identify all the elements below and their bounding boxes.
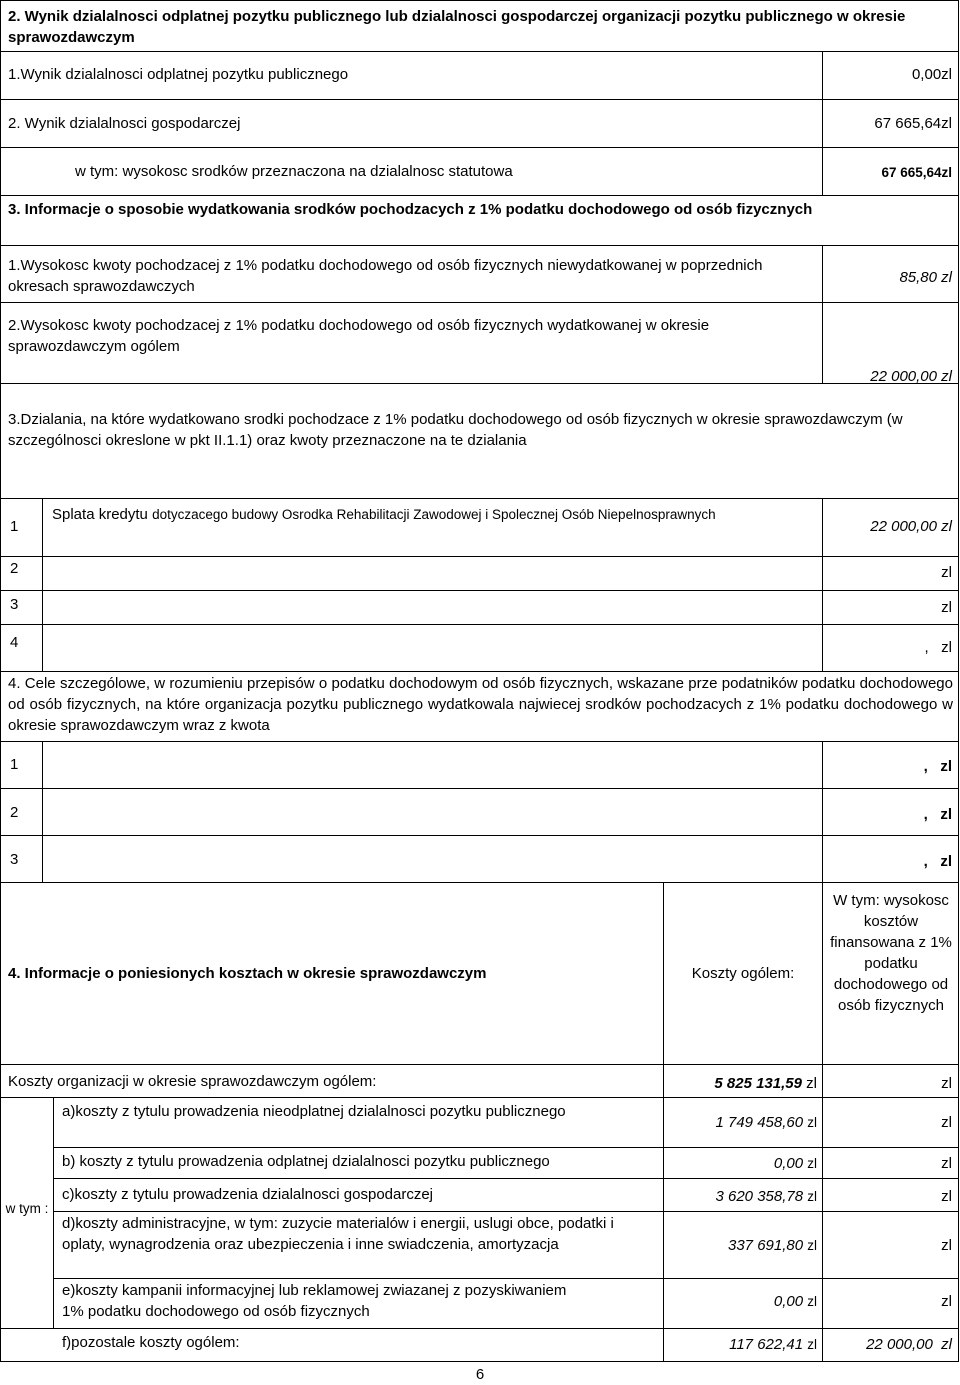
action-row-1-amount: 22 000,00 zl [870,518,952,535]
cost-item-d-value [664,1235,817,1256]
cost-item-a-label: a)koszty z tytulu prowadzenia nieodplatnej dzialalnosci pozytku publicznego [62,1103,566,1120]
action-row-1-desc-a: Splata kredytu [52,506,148,523]
goal-row-1-amount: , zl [923,758,952,775]
cost-item-f-amount: 117 622,41 [729,1336,804,1353]
action-row-4-num: 4 [10,634,19,651]
cost-item-b-1pct: zl [941,1155,952,1172]
action-row-1-desc [52,504,752,525]
section2-header: 2. Wynik dzialalnosci odplatnej pozytku publicznego lub dzialalnosci gospodarczej organizacji pozytku publicznego w okresie sprawozdawczym [8,8,906,46]
cost-item-d-unit: zl [807,1238,817,1253]
goal-row-2-amount: , zl [923,806,952,823]
cost-item-c-label: c)koszty z tytulu prowadzenia dzialalnosci gospodarczej [62,1186,434,1203]
cost-item-e-amount: 0,00 [773,1293,804,1310]
cost-item-f-1pct: 22 000,00 zl [866,1336,952,1353]
cost-item-c-1pct: zl [941,1188,952,1205]
cost-item-c-amount: 3 620 358,78 [715,1188,804,1205]
cost-item-b-unit: zl [807,1156,817,1171]
cost-item-f-value [664,1334,817,1355]
total-costs-1pct: zl [941,1075,952,1092]
action-row-3-amount: zl [941,599,952,616]
col-header-total: Koszty ogólem: [691,965,795,982]
page-number: 6 [475,1366,485,1383]
cost-item-c-unit: zl [807,1189,817,1204]
cost-item-c-value [664,1186,817,1207]
cost-item-a-1pct: zl [941,1114,952,1131]
cost-item-a-unit: zl [807,1115,817,1130]
cost-item-e-value [664,1291,817,1312]
section3-q2-value: 22 000,00 zl [870,368,952,385]
goal-row-2-num: 2 [10,804,19,821]
section2-row1-value: 0,00zl [911,66,952,83]
cost-item-f-unit: zl [807,1337,817,1352]
section2-row3-label: w tym: wysokosc srodków przeznaczona na dzialalnosc statutowa [75,163,513,180]
goal-row-1-num: 1 [10,756,19,773]
action-row-2-amount: zl [941,564,952,581]
cost-item-e-unit: zl [807,1294,817,1309]
cost-item-d-1pct: zl [941,1237,952,1254]
section2-row1-label: 1.Wynik dzialalnosci odplatnej pozytku publicznego [8,66,349,83]
section4a-header: 4. Cele szczególowe, w rozumieniu przepisów o podatku dochodowym od osób fizycznych, wskazane prze podatników podatku dochodowego od osób fizycznych, na które organizacja pozytku publicznego wydatkowala najwiecej srodków pochodzacych z 1% podatku dochodowego w okresie sprawozdawczym wraz z kwota [8,675,953,734]
section3-q1-label: 1.Wysokosc kwoty pochodzacej z 1% podatku dochodowego od osób fizycznych niewydatkowanej w poprzednich okresach sprawozdawczych [8,257,763,295]
cost-item-a-value [664,1112,817,1133]
goal-row-3-amount: , zl [923,853,952,870]
cost-item-b-amount: 0,00 [773,1155,804,1172]
total-costs-label: Koszty organizacji w okresie sprawozdawczym ogólem: [8,1073,377,1090]
total-costs-value [664,1073,817,1094]
action-row-1-desc-b: dotyczacego budowy Osrodka Rehabilitacji Zawodowej i Spolecznej Osób Niepelnosprawnych [152,507,716,522]
action-row-1-num: 1 [10,518,19,535]
cost-item-d-amount: 337 691,80 [728,1237,804,1254]
total-costs-unit: zl [806,1075,817,1092]
section4b-header: 4. Informacje o poniesionych kosztach w okresie sprawozdawczym [8,965,487,982]
section3-q2-label: 2.Wysokosc kwoty pochodzacej z 1% podatku dochodowego od osób fizycznych wydatkowanej w okresie sprawozdawczym ogólem [8,317,710,355]
cost-item-a-amount: 1 749 458,60 [715,1114,804,1131]
cost-item-b-value [664,1153,817,1174]
cost-item-e-label: e)koszty kampanii informacyjnej lub reklamowej zwiazanej z pozyskiwaniem 1% podatku dochodowego od osób fizycznych [62,1282,567,1320]
total-costs-amount: 5 825 131,59 [714,1075,802,1092]
goal-row-3-num: 3 [10,851,19,868]
section3-q1-value: 85,80 zl [899,269,952,286]
cost-item-d-label: d)koszty administracyjne, w tym: zuzycie materialów i energii, uslugi obce, podatki i oplaty, wynagrodzenia oraz ubezpieczenia i inne swiadczenia, amortyzacja [62,1215,614,1253]
action-row-3-num: 3 [10,596,19,613]
action-row-2-num: 2 [10,560,19,577]
section2-row3-value: 67 665,64zl [881,165,952,180]
col-header-1pct: W tym: wysokosc kosztów finansowana z 1% podatku dochodowego od osób fizycznych [830,892,952,1014]
section2-row2-label: 2. Wynik dzialalnosci gospodarczej [8,115,241,132]
section2-row2-value: 67 665,64zl [874,115,952,132]
cost-item-f-label: f)pozostale koszty ogólem: [62,1334,240,1351]
action-row-4-amount: , zl [924,639,952,656]
actions-header: 3.Dzialania, na które wydatkowano srodki pochodzace z 1% podatku dochodowego od osób fizycznych w okresie sprawozdawczym (w szczególnosci okreslone w pkt II.1.1) oraz kwoty przeznaczone na te dzialania [8,411,903,449]
cost-item-e-1pct: zl [941,1293,952,1310]
cost-item-b-label: b) koszty z tytulu prowadzenia odplatnej dzialalnosci pozytku publicznego [62,1153,550,1170]
section3-header: 3. Informacje o sposobie wydatkowania srodków pochodzacych z 1% podatku dochodowego od osób fizycznych [8,201,813,218]
wtym-label: w tym : [5,1201,49,1216]
